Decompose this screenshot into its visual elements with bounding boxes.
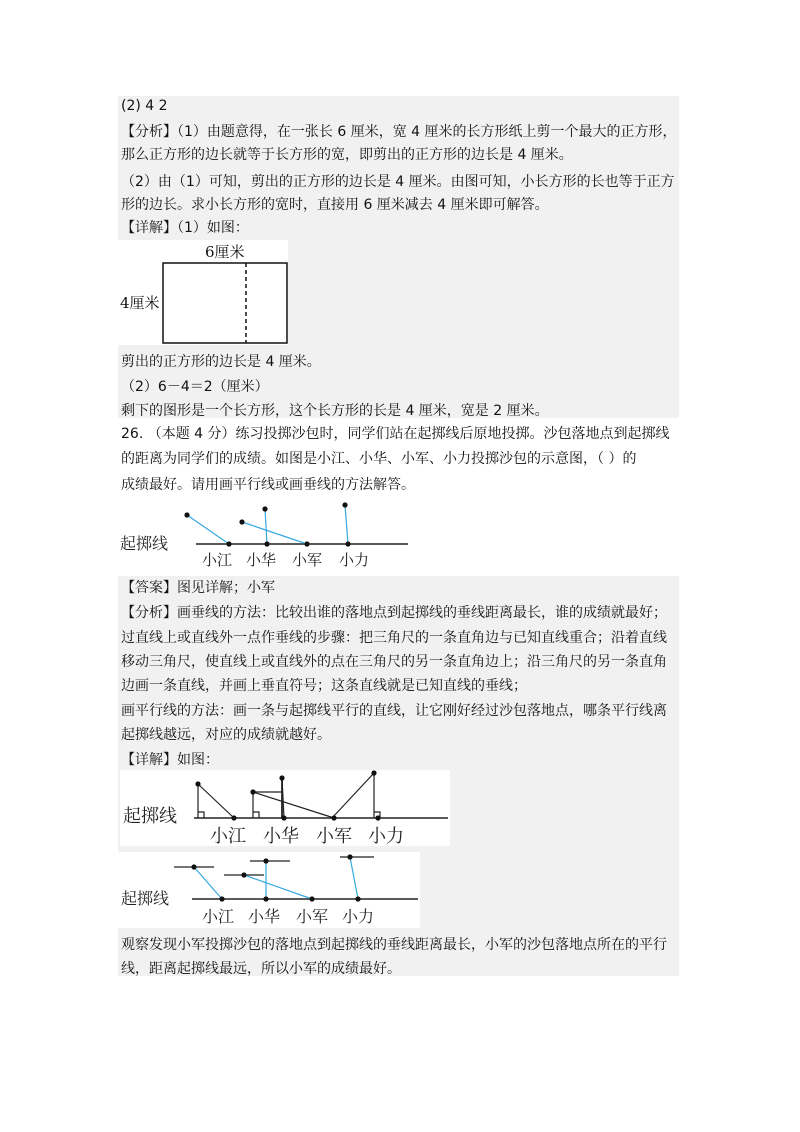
name-label: 小军 (296, 907, 329, 926)
analysis-line: 【分析】画垂线的方法：比较出谁的落地点到起掷线的垂线距离最长，谁的成绩就最好； (121, 605, 667, 621)
detail-line: （2）6－4＝2（厘米） (121, 379, 269, 395)
analysis-line: 形的边长。求小长方形的宽时，直接用 6 厘米减去 4 厘米即可解答。 (121, 197, 549, 213)
landing-point (262, 506, 267, 511)
rectangle-figure (118, 240, 288, 345)
name-label: 小江 (210, 826, 246, 846)
name-label: 小军 (316, 826, 352, 846)
parallel-figure (118, 852, 420, 928)
start-point (331, 815, 336, 820)
start-point (355, 896, 360, 901)
figure-left-label: 4厘米 (120, 294, 160, 312)
landing-point (263, 858, 268, 863)
analysis-line: 边画一条直线，并画上垂直符号；这条直线就是已知直线的垂线； (121, 678, 527, 694)
landing-point (371, 770, 376, 775)
start-point (304, 541, 309, 546)
figure-top-label: 6厘米 (205, 243, 245, 261)
throw-path-xiaojiang (187, 515, 229, 544)
landing-point (241, 872, 246, 877)
start-point (226, 541, 231, 546)
conclusion-line: 观察发现小军投掷沙包的落地点到起掷线的垂线距离最长，小军的沙包落地点所在的平行 (121, 937, 667, 953)
conclusion-line: 线，距离起掷线最远，所以小军的成绩最好。 (121, 961, 401, 977)
name-label: 小华 (248, 907, 281, 926)
start-line-label: 起掷线 (120, 534, 169, 553)
name-label: 小江 (202, 907, 235, 926)
analysis-line: 起掷线越远，对应的成绩就越好。 (121, 727, 331, 743)
throw-figure (118, 500, 410, 572)
start-point (375, 815, 380, 820)
start-point (345, 541, 350, 546)
analysis-line: （2）由（1）可知，剪出的正方形的边长是 4 厘米。由图可知，小长方形的长也等于正方 (121, 174, 675, 190)
analysis-line: 移动三角尺，使直线上或直线外的点在三角尺的另一条直角边上；沿三角尺的另一条直角 (121, 654, 667, 670)
throw-path-xiaojun (242, 522, 307, 544)
name-label: 小力 (339, 551, 370, 569)
start-point (281, 815, 286, 820)
detail-line: 剪出的正方形的边长是 4 厘米。 (121, 354, 321, 370)
question-line: 的距离为同学们的成绩。如图是小江、小华、小军、小力投掷沙包的示意图，（ ）的 (121, 451, 637, 467)
start-point (231, 815, 236, 820)
analysis-line: 画平行线的方法：画一条与起掷线平行的直线，让它刚好经过沙包落地点，哪条平行线离 (121, 703, 667, 719)
landing-point (342, 502, 347, 507)
landing-point (250, 789, 255, 794)
name-label: 小江 (202, 551, 233, 569)
name-label: 小力 (368, 826, 404, 846)
landing-point (279, 775, 284, 780)
landing-point (347, 854, 352, 859)
name-label: 小力 (342, 907, 375, 926)
detail-heading: 【详解】（1）如图： (121, 220, 249, 236)
answer-line: (2) 4 2 (121, 98, 168, 114)
landing-point (239, 519, 244, 524)
answer-line: 【答案】图见详解；小军 (121, 580, 275, 596)
start-point (263, 896, 268, 901)
start-point (264, 541, 269, 546)
analysis-line: 过直线上或直线外一点作垂线的步骤：把三角尺的一条直角边与已知直线重合；沿着直线 (121, 630, 667, 646)
landing-point (191, 864, 196, 869)
question-line: 成绩最好。请用画平行线或画垂线的方法解答。 (121, 477, 415, 493)
perpendicular-figure (120, 770, 450, 846)
landing-point (184, 512, 189, 517)
question-line: 26. （本题 4 分）练习投掷沙包时，同学们站在起掷线后原地投掷。沙包落地点到起掷线 (121, 426, 670, 442)
landing-point (195, 781, 200, 786)
analysis-line: 【分析】（1）由题意得，在一张长 6 厘米，宽 4 厘米的长方形纸上剪一个最大的正方形， (121, 124, 677, 140)
start-point (219, 896, 224, 901)
start-point (309, 896, 314, 901)
name-label: 小军 (292, 551, 323, 569)
start-line-label: 起掷线 (121, 889, 170, 908)
name-label: 小华 (263, 826, 299, 846)
throw-path-xiaohua (265, 509, 267, 544)
throw-path-xiaoli (345, 505, 348, 544)
detail-line: 剩下的图形是一个长方形，这个长方形的长是 4 厘米，宽是 2 厘米。 (121, 403, 549, 419)
name-label: 小华 (246, 551, 277, 569)
start-line-label: 起掷线 (123, 806, 177, 827)
analysis-line: 那么正方形的边长就等于长方形的宽，即剪出的正方形的边长是 4 厘米。 (121, 147, 573, 163)
detail-heading: 【详解】如图： (121, 752, 219, 768)
